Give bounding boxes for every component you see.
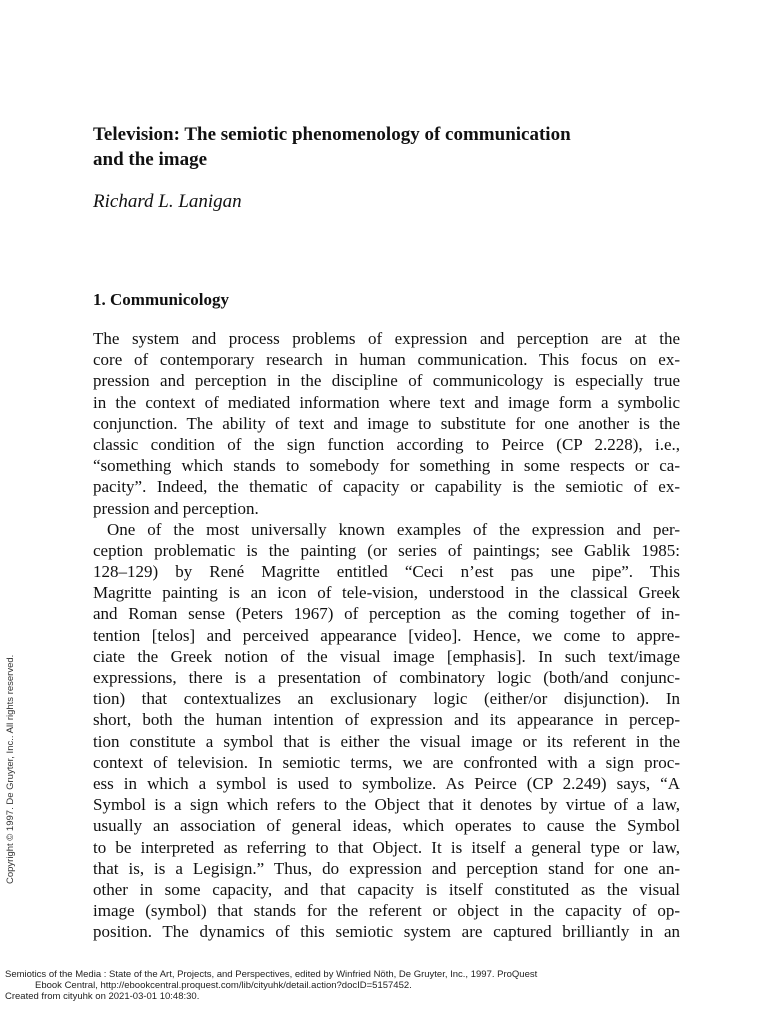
text-line: in the context of mediated information where text and image form a symbolic [93,392,680,412]
section-heading: 1. Communicology [93,290,229,309]
text-line: Magritte painting is an icon of tele-vision, understood in the classical Greek [93,583,680,603]
text-line: conjunction. The ability of text and image to substitute for one another is the [93,413,680,433]
text-line: The system and process problems of expression and perception are at the [93,329,680,348]
footer-url: Ebook Central, http://ebookcentral.proquest.com/lib/cityuhk/detail.action?docID=5157452. [35,980,412,991]
text-line: ception problematic is the painting (or series of paintings; see Gablik 1985: [93,540,680,560]
text-line: that is, is a Legisign.” Thus, do expression and perception stand for one an- [93,858,680,878]
text-line: core of contemporary research in human communication. This focus on ex- [93,350,680,370]
text-line: pression and perception in the discipline of communicology is especially true [93,371,680,391]
text-line: One of the most universally known examples of the expression and per- [107,519,680,539]
body-text [93,328,680,942]
footer-created: Created from cityuhk on 2021-03-01 10:48:30. [5,991,200,1002]
text-line: image (symbol) that stands for the referent or object in the capacity of op- [93,901,680,921]
text-line: and Roman sense (Peters 1967) of perception as the coming together of in- [93,604,680,624]
text-line: Symbol is a sign which refers to the Object that it denotes by virtue of a law, [93,795,680,815]
footer-citation: Semiotics of the Media : State of the Art, Projects, and Perspectives, edited by Winfried Nöth, De Gruyter, Inc., 1997. ProQuest [5,969,538,980]
article-title-line: and the image [93,149,207,170]
text-line: “something which stands to somebody for something in some respects or ca- [93,456,680,476]
text-line: pacity”. Indeed, the thematic of capacity or capability is the semiotic of ex- [93,477,680,497]
page-footer [5,969,537,1002]
text-line: short, both the human intention of expression and its appearance in percep- [93,710,680,730]
text-line: usually an association of general ideas, which operates to cause the Symbol [93,816,680,836]
text-line: tion) that contextualizes an exclusionary logic (either/or disjunction). In [93,689,680,709]
text-line: expressions, there is a presentation of combinatory logic (both/and conjunc- [93,668,680,687]
paragraph-1 [93,328,680,519]
text-line: pression and perception. [93,498,259,518]
text-line: classic condition of the sign function according to Peirce (CP 2.228), i.e., [93,434,680,454]
text-line: position. The dynamics of this semiotic system are captured brilliantly in an [93,922,680,942]
text-line: to be interpreted as referring to that Object. It is itself a general type or law, [93,837,680,857]
text-line: 128–129) by René Magritte entitled “Ceci n’est pas une pipe”. This [93,562,680,582]
text-line: other in some capacity, and that capacity is itself constituted as the visual [93,879,680,899]
text-line: context of television. In semiotic terms, we are confronted with a sign proc- [93,752,680,772]
article-author: Richard L. Lanigan [93,191,242,212]
article-title-line: Television: The semiotic phenomenology of communication [93,124,571,145]
text-line: ciate the Greek notion of the visual image [emphasis]. In such text/image [93,646,680,666]
text-line: tention [telos] and perceived appearance [video]. Hence, we come to appre- [93,625,680,645]
article-title [93,122,693,172]
text-line: tion constitute a symbol that is either the visual image or its referent in the [93,731,680,751]
paragraph-2 [93,519,680,943]
margin-copyright-notice: Copyright © 1997. De Gruyter, Inc.. All rights reserved. [5,654,16,884]
text-line: ess in which a symbol is used to symbolize. As Peirce (CP 2.249) says, “A [93,773,680,793]
